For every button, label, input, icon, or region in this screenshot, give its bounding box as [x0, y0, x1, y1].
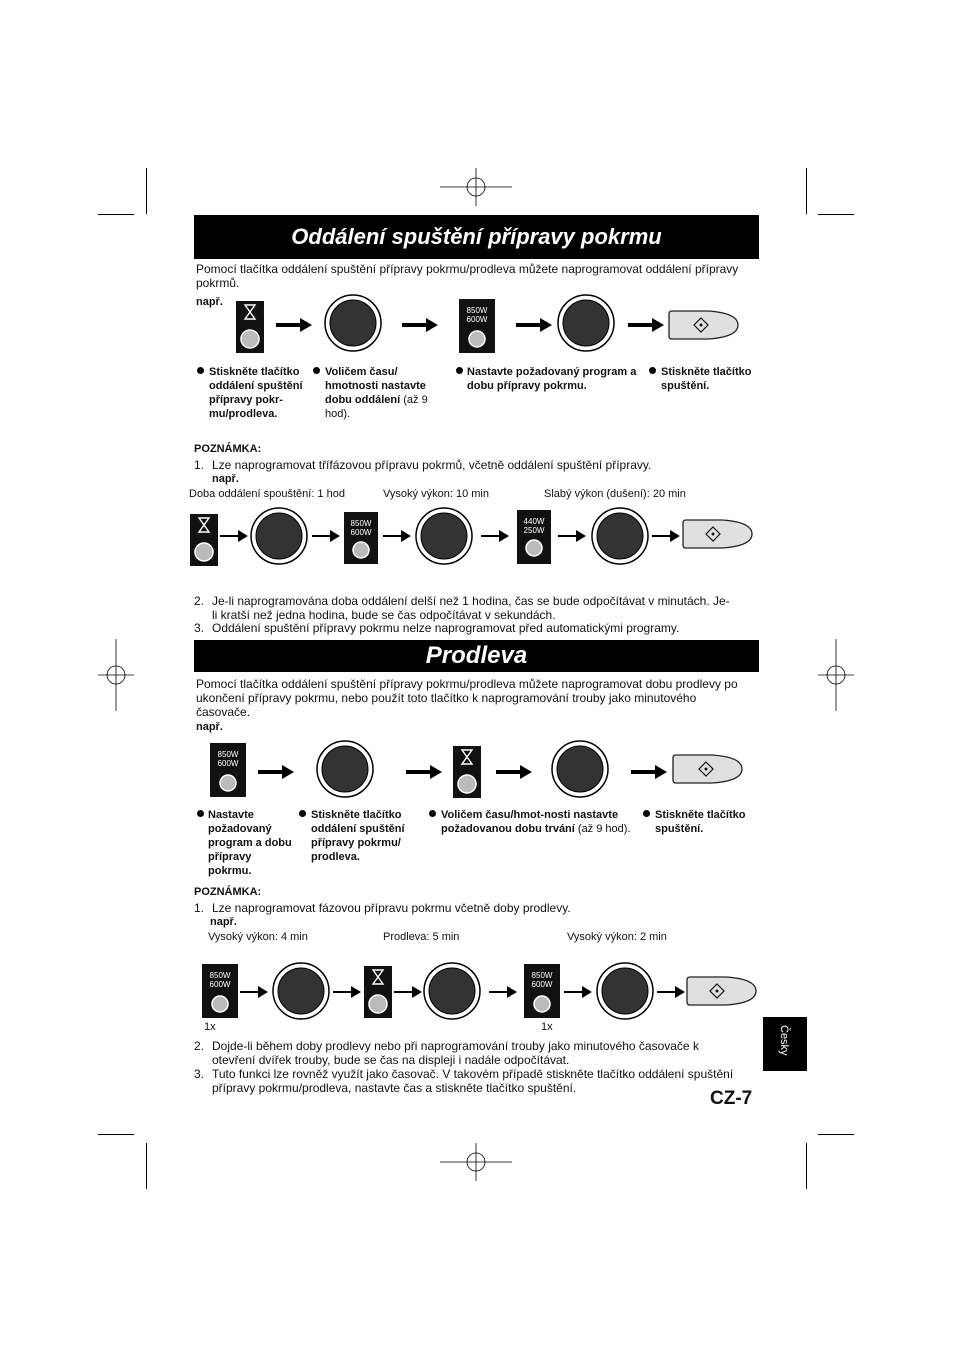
sequence-label: Doba oddálení spouštění: 1 hod: [189, 488, 345, 500]
arrow-icon: [558, 530, 586, 542]
time-dial-icon: [250, 507, 308, 565]
delay-button-icon: [190, 514, 218, 566]
sequence-label: Vysoký výkon: 2 min: [567, 931, 667, 943]
time-dial-icon: [324, 294, 382, 352]
bullet: [643, 810, 650, 817]
delay-button-icon: [364, 966, 392, 1018]
example-label: např.: [210, 916, 237, 928]
arrow-icon: [220, 530, 248, 542]
arrow-icon: [402, 318, 438, 332]
bullet: [649, 367, 656, 374]
power-button-icon: 850W 600W: [210, 743, 246, 797]
time-dial-icon: [591, 507, 649, 565]
note-item: 2. Je-li naprogramována doba oddálení delší než 1 hodina, čas se bude odpočítávat v minutách. Je- li kratší než jedna hodina, bude se čas odpočítávat v sekundách.: [194, 594, 730, 622]
bullet: [429, 810, 436, 817]
time-dial-icon: [415, 507, 473, 565]
section1-intro: Pomocí tlačítka oddálení spuštění přípravy pokrmu/prodleva můžete naprogramovat oddálení přípravy pokrmů.: [196, 262, 739, 290]
step-caption: Nastavte požadovaný program a dobu přípravy pokrmu.: [467, 366, 637, 392]
step-caption: Stiskněte tlačítko oddálení spuštění přípravy pokrmu/ prodleva.: [311, 809, 405, 863]
arrow-icon: [516, 318, 552, 332]
arrow-icon: [489, 986, 517, 998]
language-tab: Česky: [763, 1017, 807, 1071]
example-label: např.: [196, 721, 223, 733]
power-button-icon: 440W 250W: [517, 510, 551, 564]
step-caption: Stiskněte tlačítko spuštění.: [655, 809, 746, 835]
step-caption: Nastavte požadovaný program a dobu přípravy pokrmu.: [208, 809, 292, 877]
note-title: POZNÁMKA:: [194, 443, 262, 455]
bullet: [313, 367, 320, 374]
arrow-icon: [631, 765, 667, 779]
arrow-icon: [481, 530, 509, 542]
arrow-icon: [628, 318, 664, 332]
arrow-icon: [406, 765, 442, 779]
start-button-icon: [686, 975, 758, 1007]
arrow-icon: [657, 986, 685, 998]
bullet: [197, 810, 204, 817]
arrow-icon: [564, 986, 592, 998]
power-button-icon: 850W 600W: [202, 964, 238, 1018]
note-item: 1. Lze naprogramovat třífázovou přípravu pokrmů, včetně oddálení spuštění přípravy.: [194, 458, 652, 472]
step-caption: Voličem času/ hmotnosti nastavte dobu oddálení (až 9 hod).: [325, 366, 428, 420]
bullet: [299, 810, 306, 817]
time-dial-icon: [272, 962, 330, 1020]
time-dial-icon: [596, 962, 654, 1020]
start-button-icon: [668, 309, 740, 341]
start-button-icon: [672, 753, 744, 785]
section1-title: Oddálení spuštění přípravy pokrmu: [194, 215, 759, 259]
note-item: 2. Dojde-li během doby prodlevy nebo při naprogramování trouby jako minutového časovače k otevření dvířek trouby, bude se čas na displeji i nadále odpočítávat.: [194, 1039, 699, 1067]
press-count: 1x: [204, 1021, 216, 1033]
page-number: CZ-7: [710, 1088, 753, 1109]
note-title: POZNÁMKA:: [194, 886, 262, 898]
step-caption: Voličem času/hmot-nosti nastavte požadovanou dobu trvání (až 9 hod).: [441, 809, 631, 835]
sequence-label: Vysoký výkon: 10 min: [383, 488, 489, 500]
section2-intro: Pomocí tlačítka oddálení spuštění přípravy pokrmu/prodleva můžete naprogramovat dobu prodlevy po ukončení přípravy pokrmu, nebo použít toto tlačítko k naprogramování trouby jako minutového časovače.: [196, 677, 738, 719]
arrow-icon: [312, 530, 340, 542]
power-button-icon: 850W 600W: [459, 299, 495, 353]
example-label: např.: [212, 473, 239, 485]
power-button-icon: 850W 600W: [524, 964, 560, 1018]
time-dial-icon: [316, 740, 374, 798]
sequence-label: Vysoký výkon: 4 min: [208, 931, 308, 943]
time-dial-icon: [551, 740, 609, 798]
step-caption: Stiskněte tlačítko spuštění.: [661, 366, 752, 392]
arrow-icon: [276, 318, 312, 332]
note-item: 1. Lze naprogramovat fázovou přípravu pokrmu včetně doby prodlevy.: [194, 901, 571, 915]
arrow-icon: [333, 986, 361, 998]
arrow-icon: [383, 530, 411, 542]
press-count: 1x: [541, 1021, 553, 1033]
delay-button-icon: [236, 301, 264, 353]
section2-title: Prodleva: [194, 640, 759, 672]
arrow-icon: [394, 986, 422, 998]
start-button-icon: [682, 518, 754, 550]
bullet: [456, 367, 463, 374]
time-dial-icon: [557, 294, 615, 352]
bullet: [197, 367, 204, 374]
arrow-icon: [496, 765, 532, 779]
step-caption: Stiskněte tlačítko oddálení spuštění přípravy pokr-mu/prodleva.: [209, 366, 303, 420]
arrow-icon: [652, 530, 680, 542]
note-item: 3. Tuto funkci lze rovněž využít jako časovač. V takovém případě stiskněte tlačítko oddálení spuštění přípravy pokrmu/prodleva, nastavte čas a stiskněte tlačítko spuštění.: [194, 1067, 734, 1095]
example-label: např.: [196, 296, 223, 308]
arrow-icon: [258, 765, 294, 779]
delay-button-icon: [453, 746, 481, 798]
note-item: 3. Oddálení spuštění přípravy pokrmu nelze naprogramovat před automatickými programy.: [194, 621, 680, 635]
power-button-icon: 850W 600W: [344, 512, 378, 564]
sequence-label: Prodleva: 5 min: [383, 931, 460, 943]
sequence-label: Slabý výkon (dušení): 20 min: [544, 488, 686, 500]
time-dial-icon: [423, 962, 481, 1020]
arrow-icon: [240, 986, 268, 998]
